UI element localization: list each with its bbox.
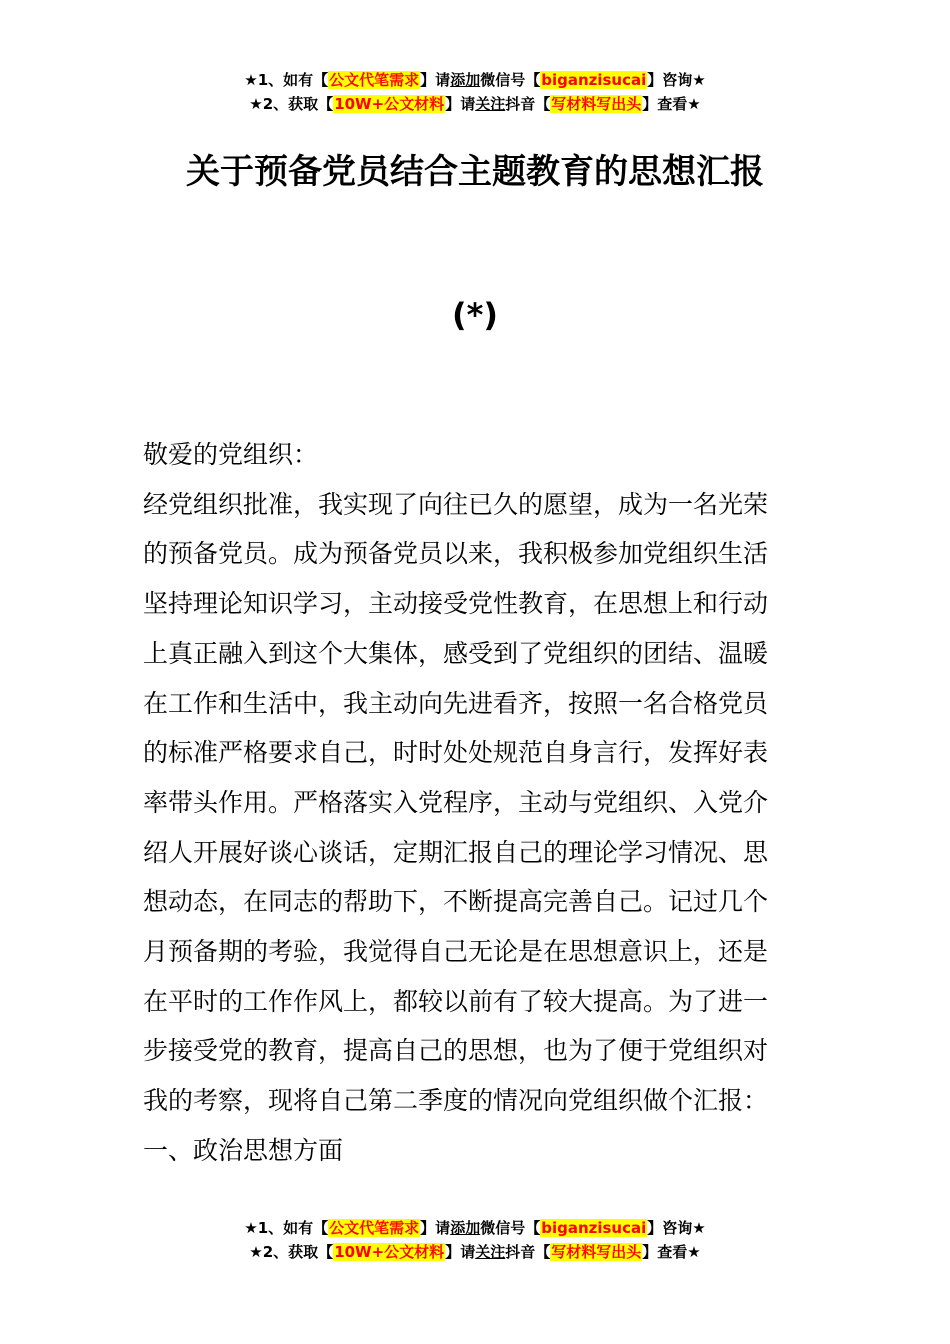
body-line: 月预备期的考验，我觉得自己无论是在思想意识上，还是 — [143, 937, 769, 967]
promo-line-1: ★1、如有【公文代笔需求】请添加微信号【biganzisucai】咨询★ — [244, 1219, 706, 1237]
body-line: 的预备党员。成为预备党员以来，我积极参加党组织生活 — [143, 539, 769, 569]
body-line: 在平时的工作作风上，都较以前有了较大提高。为了进一 — [143, 986, 769, 1016]
promo-highlight-service: 公文代笔需求 — [329, 71, 420, 89]
promo-highlight-douyin: 写材料写出头 — [551, 1243, 642, 1261]
promo-line-2: ★2、获取【10W+公文材料】请关注抖音【写材料写出头】查看★ — [249, 95, 701, 113]
section-heading: 一、政治思想方面 — [143, 1135, 344, 1165]
body-line: 经党组织批准，我实现了向往已久的愿望，成为一名光荣 — [143, 489, 769, 519]
promo-line-2: ★2、获取【10W+公文材料】请关注抖音【写材料写出头】查看★ — [249, 1243, 701, 1261]
body-line: 想动态，在同志的帮助下，不断提高完善自己。记过几个 — [143, 887, 769, 917]
promo-line-1: ★1、如有【公文代笔需求】请添加微信号【biganzisucai】咨询★ — [244, 71, 706, 89]
body-line: 在工作和生活中，我主动向先进看齐，按照一名合格党员 — [143, 688, 769, 718]
body-line: 率带头作用。严格落实入党程序，主动与党组织、入党介 — [143, 787, 769, 817]
body-line: 坚持理论知识学习，主动接受党性教育，在思想上和行动 — [143, 589, 769, 619]
body-line: 绍人开展好谈心谈话，定期汇报自己的理论学习情况、思 — [143, 837, 769, 867]
promo-highlight-materials: 10W+公文材料 — [334, 95, 445, 113]
promo-highlight-service: 公文代笔需求 — [329, 1219, 420, 1237]
promo-highlight-wechat: biganzisucai — [541, 71, 647, 89]
body-line: 上真正融入到这个大集体，感受到了党组织的团结、温暖 — [143, 638, 769, 668]
document-body — [143, 430, 808, 1176]
document-subtitle: (*) — [452, 296, 498, 334]
promo-highlight-douyin: 写材料写出头 — [551, 95, 642, 113]
promo-highlight-wechat: biganzisucai — [541, 1219, 647, 1237]
body-line: 步接受党的教育，提高自己的思想，也为了便于党组织对 — [143, 1036, 769, 1066]
body-line: 我的考察，现将自己第二季度的情况向党组织做个汇报： — [143, 1086, 769, 1116]
salutation: 敬爱的党组织： — [143, 440, 319, 469]
body-line: 的标准严格要求自己，时时处处规范自身言行，发挥好表 — [143, 738, 769, 768]
document-title: 关于预备党员结合主题教育的思想汇报 — [186, 152, 764, 192]
promo-footer — [0, 1216, 950, 1264]
promo-header — [0, 68, 950, 116]
promo-highlight-materials: 10W+公文材料 — [334, 1243, 445, 1261]
